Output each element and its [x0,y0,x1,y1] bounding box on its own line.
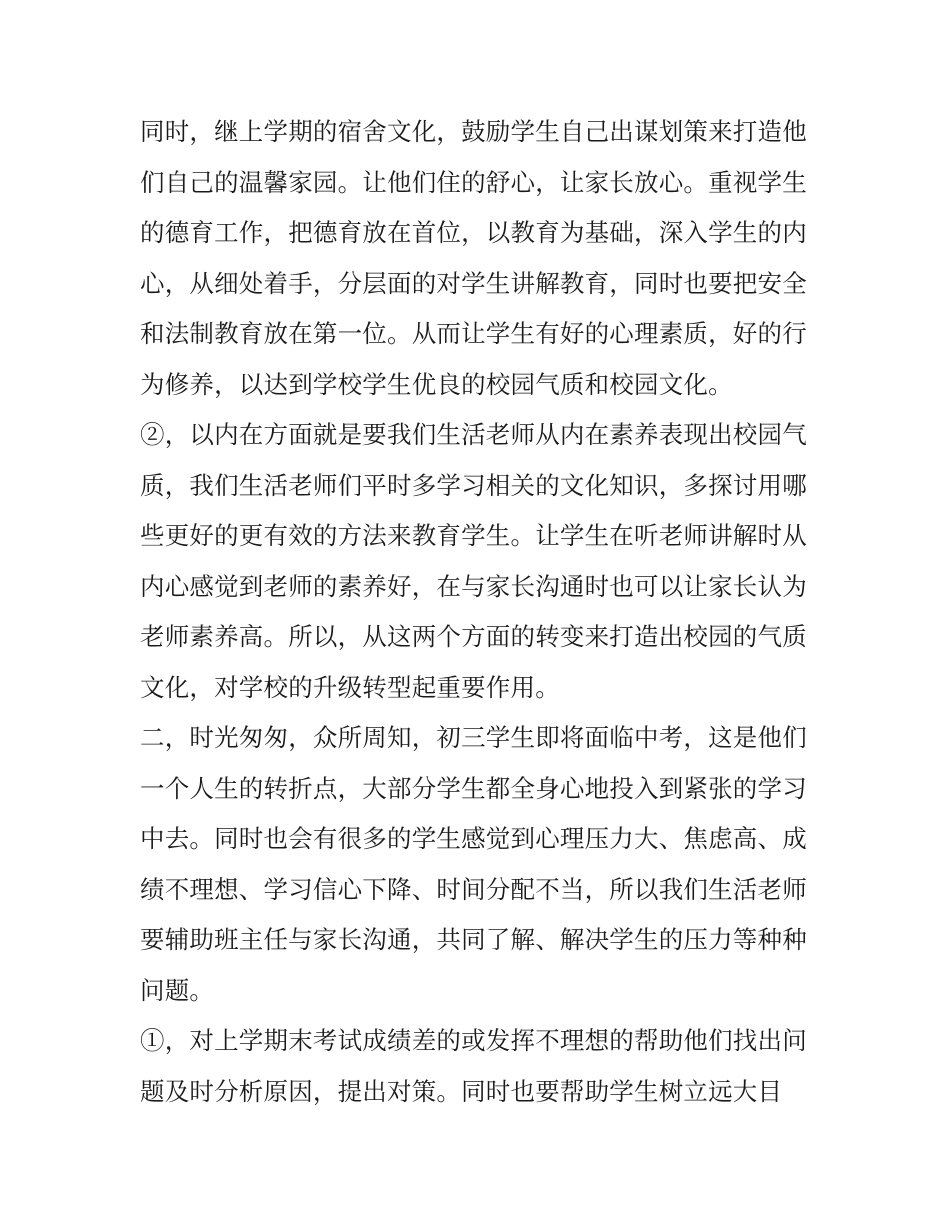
text-line: 题及时分析原因，提出对策。同时也要帮助学生树立远大目 [140,1076,783,1106]
text-line: 同时，继上学期的宿舍文化，鼓励学生自己出谋划策来打造他 [140,117,807,146]
text-line: 绩不理想、学习信心下降、时间分配不当，所以我们生活老师 [140,874,807,904]
text-line: 中去。同时也会有很多的学生感觉到心理压力大、焦虑高、成 [140,824,807,853]
text-line: 们自己的温馨家园。让他们住的舒心，让家长放心。重视学生 [140,167,807,197]
text-line: 质，我们生活老师们平时多学习相关的文化知识，多探讨用哪 [140,470,807,500]
text-line: ②，以内在方面就是要我们生活老师从内在素养表现出校园气 [140,420,807,449]
text-line: 二，时光匆匆，众所周知，初三学生即将面临中考，这是他们 [140,723,807,752]
text-line: 一个人生的转折点，大部分学生都全身心地投入到紧张的学习 [140,773,807,803]
text-line: 要辅助班主任与家长沟通，共同了解、解决学生的压力等种种 [140,925,807,954]
text-line: 老师素养高。所以，从这两个方面的转变来打造出校园的气质 [140,622,807,651]
text-line: 些更好的更有效的方法来教育学生。让学生在听老师讲解时从 [140,521,807,550]
text-line: 心，从细处着手，分层面的对学生讲解教育，同时也要把安全 [140,268,807,298]
text-line: 的德育工作，把德育放在首位，以教育为基础，深入学生的内 [140,218,807,247]
text-line: 问题。 [140,975,215,1005]
body-text [140,107,820,1117]
text-line: 内心感觉到老师的素养好，在与家长沟通时也可以让家长认为 [140,571,807,601]
text-line: 和法制教育放在第一位。从而让学生有好的心理素质，好的行 [140,319,807,348]
text-line: ①，对上学期末考试成绩差的或发挥不理想的帮助他们找出问 [140,1026,807,1055]
text-line: 文化，对学校的升级转型起重要作用。 [140,672,560,702]
text-line: 为修养，以达到学校学生优良的校园气质和校园文化。 [140,369,733,399]
